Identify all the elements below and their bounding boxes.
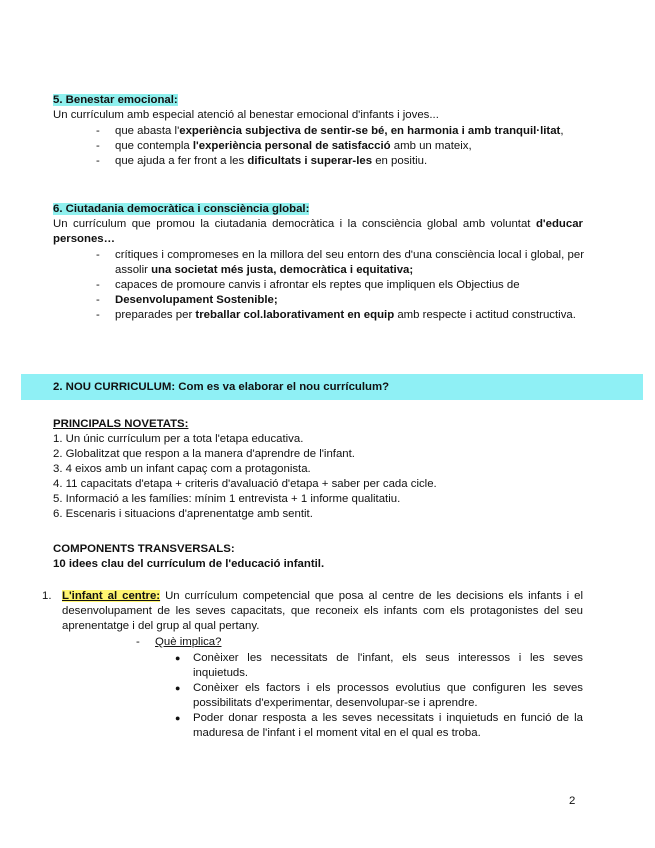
list-item: ● Poder donar resposta a les seves necessitats i inquietuds en funció de la maduresa de l'infant i el moment vital en el qual es troba. (175, 711, 583, 741)
list-item: 4. 11 capacitats d'etapa + criteris d'avaluació d'etapa + saber per cada cicle. (53, 478, 437, 490)
section-6-heading: 6. Ciutadania democràtica i consciència global: (53, 203, 310, 215)
components-subheading: 10 idees clau del currículum de l'educació infantil. (53, 558, 325, 570)
idea-1-number: 1. (42, 590, 52, 602)
page-number: 2 (569, 795, 576, 807)
section-banner (21, 374, 643, 400)
list-item: - preparades per treballar col.laborativament en equip amb respecte i actitud constructiva. (90, 308, 584, 323)
list-item: - que contempla l'experiència personal de satisfacció amb un mateix, (90, 139, 584, 154)
idea-1-paragraph: L'infant al centre: Un currículum competencial que posa al centre de les decisions els infants i el desenvolupament de les seves capacitats, que reconeix els infants com els protagonistes del seu aprenentatge i del grup al qual pertany. (62, 590, 583, 632)
section-5-heading: 5. Benestar emocional: (53, 94, 178, 106)
list-item: - que ajuda a fer front a les dificultats i superar-les en positiu. (90, 154, 584, 169)
novetats-list (53, 432, 437, 522)
components-heading: COMPONENTS TRANSVERSALS: (53, 543, 235, 555)
list-item: 5. Informació a les famílies: mínim 1 entrevista + 1 informe qualitatiu. (53, 493, 401, 505)
list-item: 6. Escenaris i situacions d'aprenentatge amb sentit. (53, 508, 313, 520)
section-6-list (90, 248, 584, 323)
section-5-intro: Un currículum amb especial atenció al benestar emocional d'infants i joves... (53, 109, 439, 121)
section-5-list (90, 124, 584, 169)
section-6-intro: Un currículum que promou la ciutadania democràtica i la consciència global amb voluntat d'educar persones… (53, 218, 583, 245)
banner-title: 2. NOU CURRICULUM: Com es va elaborar el nou currículum? (53, 381, 390, 393)
idea-1-question: Què implica? (155, 636, 222, 648)
list-item: ● Conèixer les necessitats de l'infant, els seus interessos i les seves inquietuds. (175, 651, 583, 681)
novetats-heading: PRINCIPALS NOVETATS: (53, 418, 189, 430)
idea-1-dash: - (136, 636, 140, 648)
idea-1-title: L'infant al centre: (62, 590, 161, 602)
list-item: - Desenvolupament Sostenible; (90, 293, 584, 308)
list-item: - que abasta l'experiència subjectiva de sentir-se bé, en harmonia i amb tranquil·litat, (90, 124, 584, 139)
idea-1-bullets (175, 651, 583, 741)
list-item: - capaces de promoure canvis i afrontar els reptes que impliquen els Objectius de (90, 278, 584, 293)
list-item: - crítiques i compromeses en la millora del seu entorn des d'una consciència local i global, per assolir una societat més justa, democràtica i equitativa; (90, 248, 584, 278)
list-item: 3. 4 eixos amb un infant capaç com a protagonista. (53, 463, 311, 475)
list-item: 2. Globalitzat que respon a la manera d'aprendre de l'infant. (53, 448, 355, 460)
list-item: ● Conèixer els factors i els processos evolutius que configuren les seves possibilitats d'experimentar, desenvolupar-se i aprendre. (175, 681, 583, 711)
list-item: 1. Un únic currículum per a tota l'etapa educativa. (53, 433, 304, 445)
